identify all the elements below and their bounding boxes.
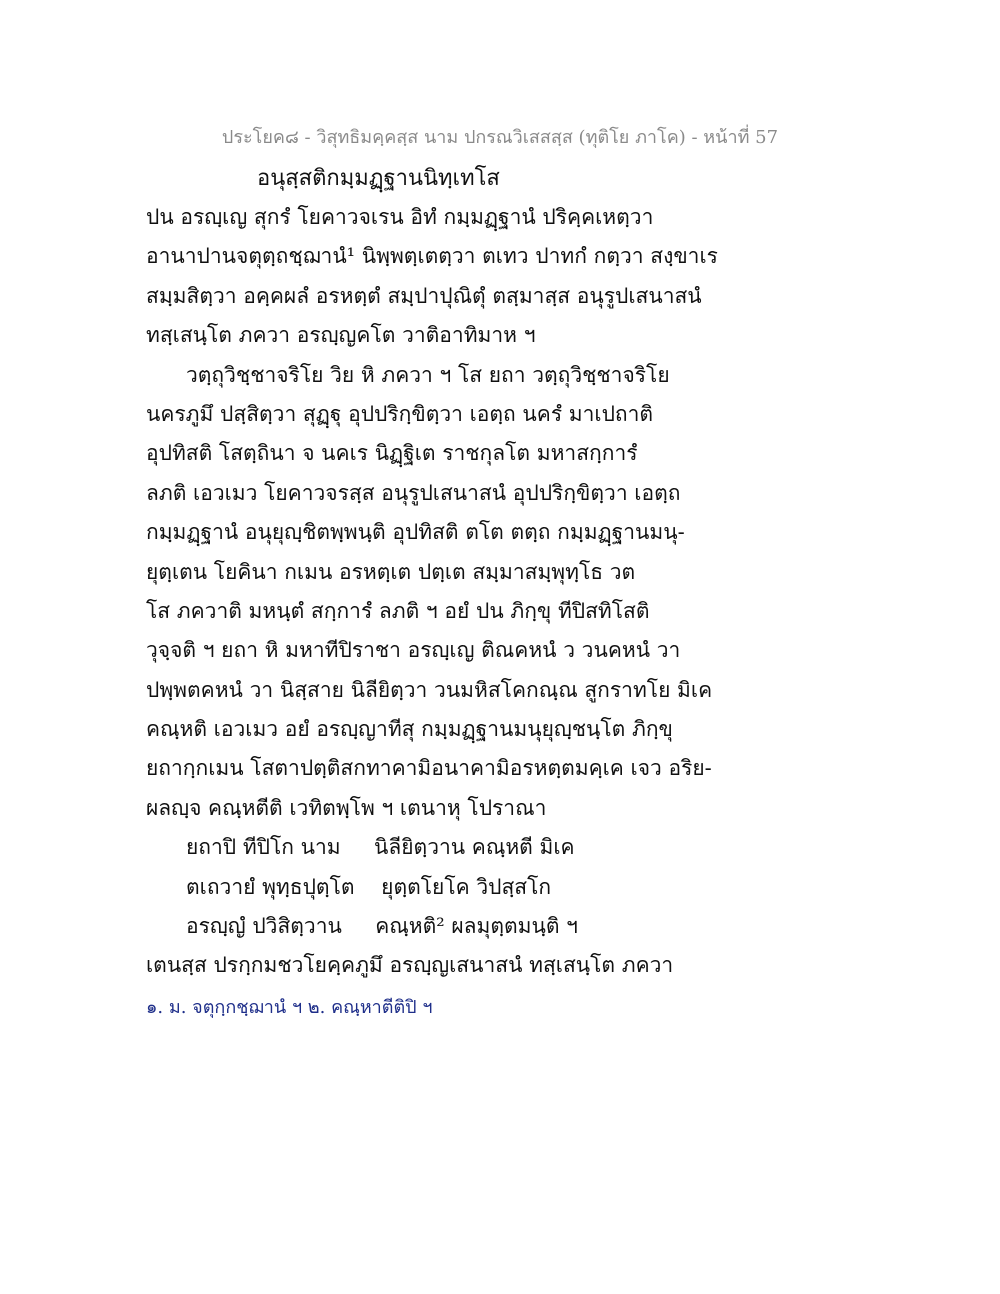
body-text [146, 198, 846, 986]
text-line: ทสฺเสนฺโต ภควา อรญฺญคโต วาติอาทิมาห ฯ [146, 323, 536, 348]
footnotes: ๑. ม. จตุกฺกชฺฌานํ ฯ ๒. คณฺหาตีติปิ ฯ [146, 997, 433, 1018]
text-line: โส ภควาติ มหนฺตํ สกฺการํ ลภติ ฯ อยํ ปน ภิกฺขุ ทีปิสทิโสติ [146, 598, 650, 623]
text-line: เตนสฺส ปรกฺกมชวโยคฺคภูมึ อรญฺญเสนาสนํ ทสฺเสนฺโต ภควา [146, 953, 674, 978]
text-line: ปพฺพตคหนํ วา นิสฺสาย นิลียิตฺวา วนมหิสโคกณฺณ สูกราทโย มิเค [146, 677, 713, 702]
section-title: อนุสฺสติกมฺมฏฺฐานนิทฺเทโส [257, 166, 500, 191]
verse-line: ตเถวายํ พุทฺธปุตฺโต ยุตฺตโยโค วิปสฺสโก [186, 874, 552, 899]
text-line: คณฺหติ เอวเมว อยํ อรญฺญาทีสุ กมฺมฏฺฐานมนุยุญฺชนฺโต ภิกฺขุ [146, 717, 673, 742]
text-line: สมฺมสิตฺวา อคฺคผลํ อรหตฺตํ สมฺปาปุณิตุํ ตสฺมาสฺส อนุรูปเสนาสนํ [146, 283, 702, 308]
text-line: วุจฺจติ ฯ ยถา หิ มหาทีปิราชา อรญฺเญ ติณคหนํ ว วนคหนํ วา [146, 638, 681, 663]
text-line: กมฺมฏฺฐานํ อนุยุญฺชิตพฺพนฺติ อุปทิสติ ตโต ตตฺถ กมฺมฏฺฐานมนุ- [146, 520, 685, 545]
paragraph-start-line: วตฺถุวิชฺชาจริโย วิย หิ ภควา ฯ โส ยถา วตฺถุวิชฺชาจริโย [186, 362, 670, 387]
running-header: ประโยค๘ - วิสุทธิมคฺคสฺส นาม ปกรณวิเสสสฺส (ทุติโย ภาโค) - หน้าที่ 57 [221, 127, 779, 148]
text-line: นครภูมึ ปสฺสิตฺวา สุฏฺฐุ อุปปริกฺขิตฺวา เอตฺถ นครํ มาเปถาติ [146, 401, 654, 426]
text-line: อานาปานจตุตฺถชฺฌานํ¹ นิพฺพตฺเตตฺวา ตเทว ปาทกํ กตฺวา สงฺขาเร [146, 244, 718, 269]
text-line: ผลญฺจ คณฺหตีติ เวทิตพฺโพ ฯ เตนาหุ โปราณา [146, 795, 547, 820]
text-line: ลภติ เอวเมว โยคาวจรสฺส อนุรูปเสนาสนํ อุปปริกฺขิตฺวา เอตฺถ [146, 480, 681, 505]
text-line: ยถากฺกเมน โสตาปตฺติสกทาคามิอนาคามิอรหตฺตมคฺเค เจว อริย- [146, 756, 712, 781]
text-line: ยุตฺเตน โยคินา กเมน อรหตฺเต ปตฺเต สมฺมาสมฺพุทฺโธ วต [146, 559, 636, 584]
verse-line: ยถาปิ ทีปิโก นาม นิลียิตฺวาน คณฺหตี มิเค [186, 835, 575, 860]
text-line: อุปทิสติ โสตฺถินา จ นคเร นิฏฺฐิเต ราชกุลโต มหาสกฺการํ [146, 441, 638, 466]
verse-line: อรญฺญํ ปวิสิตฺวาน คณฺหติ² ผลมุตฺตมนฺติ ฯ [186, 914, 578, 939]
text-line: ปน อรญฺเญ สุกรํ โยคาวจเรน อิทํ กมฺมฏฺฐานํ ปริคฺคเหตฺวา [146, 205, 654, 229]
